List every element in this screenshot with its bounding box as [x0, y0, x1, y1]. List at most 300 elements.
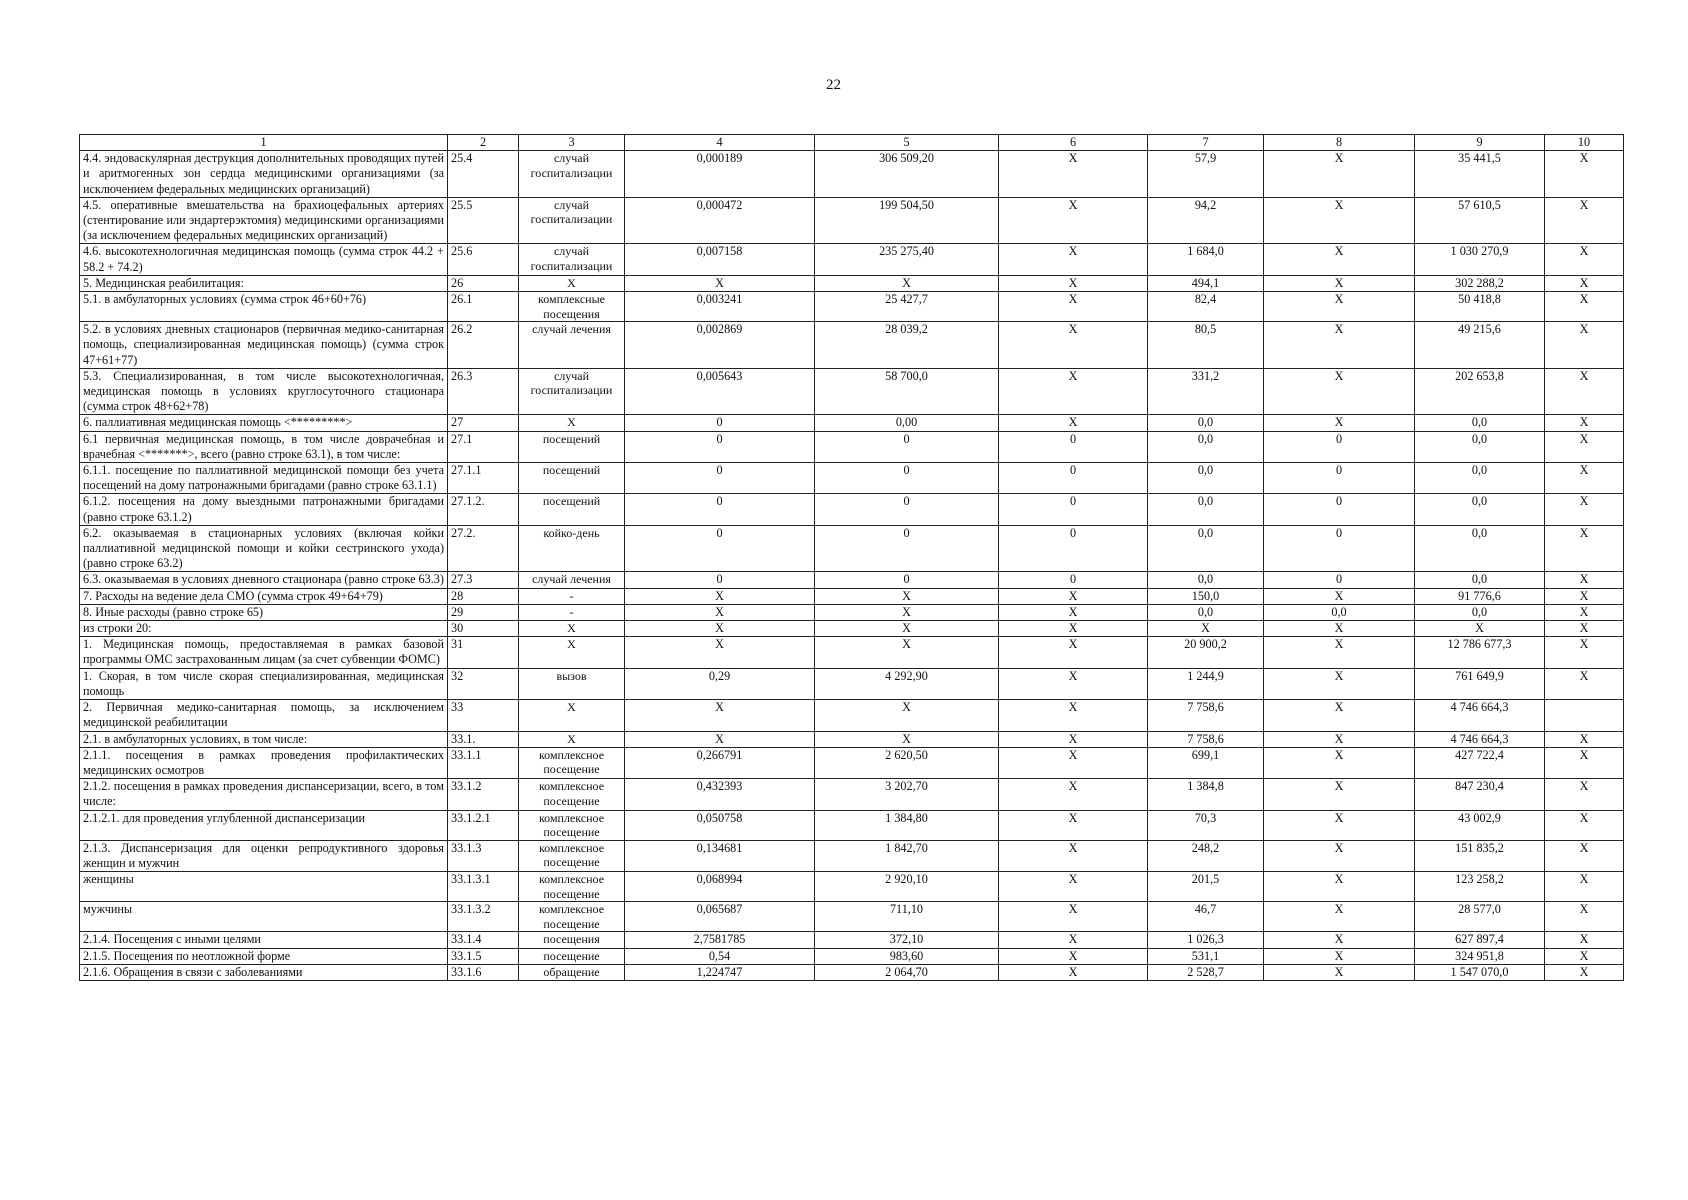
- table-cell-col-8: 0: [1264, 463, 1415, 494]
- table-cell-col-2: 33.1.1: [448, 747, 519, 778]
- table-cell-col-6: 0: [999, 572, 1148, 588]
- table-row: [80, 700, 1624, 731]
- table-cell-col-9: 4 746 664,3: [1415, 700, 1545, 731]
- table-row: [80, 197, 1624, 244]
- table-cell-col-10: X: [1545, 292, 1624, 322]
- table-cell-col-3: комплексное посещение: [519, 810, 625, 840]
- table-cell-col-5: 372,10: [815, 932, 999, 948]
- table-cell-col-4: 1,224747: [625, 964, 815, 980]
- table-cell-col-5: 3 202,70: [815, 779, 999, 810]
- table-cell-col-1: 7. Расходы на ведение дела СМО (сумма строк 49+64+79): [80, 588, 448, 604]
- table-cell-col-3: посещений: [519, 431, 625, 462]
- table-cell-col-4: 0: [625, 494, 815, 525]
- table-cell-col-3: комплексное посещение: [519, 840, 625, 871]
- table-cell-col-5: X: [815, 700, 999, 731]
- table-cell-col-6: X: [999, 244, 1148, 275]
- table-cell-col-10: [1545, 700, 1624, 731]
- table-cell-col-8: X: [1264, 244, 1415, 275]
- table-cell-col-2: 26.3: [448, 368, 519, 415]
- table-cell-col-6: X: [999, 621, 1148, 637]
- table-cell-col-9: 324 951,8: [1415, 948, 1545, 964]
- table-cell-col-2: 33.1.6: [448, 964, 519, 980]
- table-cell-col-1: 6.2. оказываемая в стационарных условиях (включая койки паллиативной медицинской помощи и койки сестринского ухода) (равно строке 63.2): [80, 525, 448, 572]
- table-cell-col-5: 0,00: [815, 415, 999, 431]
- table-cell-col-5: 25 427,7: [815, 292, 999, 322]
- table-row: [80, 840, 1624, 871]
- table-cell-col-3: обращение: [519, 964, 625, 980]
- table-cell-col-3: X: [519, 731, 625, 747]
- table-cell-col-9: 0,0: [1415, 463, 1545, 494]
- table-cell-col-5: X: [815, 731, 999, 747]
- table-cell-col-8: 0: [1264, 525, 1415, 572]
- table-cell-col-9: 847 230,4: [1415, 779, 1545, 810]
- table-cell-col-3: комплексное посещение: [519, 779, 625, 810]
- table-cell-col-5: 0: [815, 494, 999, 525]
- table-cell-col-7: 0,0: [1148, 415, 1264, 431]
- table-cell-col-9: 0,0: [1415, 525, 1545, 572]
- table-cell-col-5: 711,10: [815, 902, 999, 932]
- table-cell-col-1: 2.1.2.1. для проведения углубленной диспансеризации: [80, 810, 448, 840]
- table-cell-col-2: 33.1.3.1: [448, 872, 519, 902]
- table-cell-col-5: 2 920,10: [815, 872, 999, 902]
- table-cell-col-6: X: [999, 810, 1148, 840]
- table-cell-col-3: X: [519, 415, 625, 431]
- table-cell-col-1: 2.1.4. Посещения с иными целями: [80, 932, 448, 948]
- table-cell-col-4: X: [625, 275, 815, 291]
- table-cell-col-3: посещений: [519, 494, 625, 525]
- table-row: [80, 810, 1624, 840]
- table-cell-col-4: 0,54: [625, 948, 815, 964]
- table-cell-col-2: 27: [448, 415, 519, 431]
- data-table: [79, 134, 1624, 981]
- table-row: [80, 779, 1624, 810]
- table-cell-col-6: X: [999, 932, 1148, 948]
- table-cell-col-4: 0,068994: [625, 872, 815, 902]
- table-cell-col-1: 5.2. в условиях дневных стационаров (первичная медико-санитарная помощь, специализированная медицинская помощь) (сумма строк 47+61+77): [80, 322, 448, 369]
- table-cell-col-9: 302 288,2: [1415, 275, 1545, 291]
- table-cell-col-9: 761 649,9: [1415, 668, 1545, 699]
- table-cell-col-2: 26.1: [448, 292, 519, 322]
- table-cell-col-8: X: [1264, 948, 1415, 964]
- table-cell-col-8: X: [1264, 322, 1415, 369]
- table-cell-col-4: X: [625, 700, 815, 731]
- table-cell-col-4: 0,134681: [625, 840, 815, 871]
- table-cell-col-4: 0,065687: [625, 902, 815, 932]
- table-cell-col-7: 331,2: [1148, 368, 1264, 415]
- table-cell-col-2: 33.1.3.2: [448, 902, 519, 932]
- table-cell-col-10: X: [1545, 415, 1624, 431]
- table-cell-col-1: 6.3. оказываемая в условиях дневного стационара (равно строке 63.3): [80, 572, 448, 588]
- table-cell-col-2: 28: [448, 588, 519, 604]
- table-cell-col-10: X: [1545, 431, 1624, 462]
- column-header-6: 6: [999, 135, 1148, 151]
- table-cell-col-2: 27.2.: [448, 525, 519, 572]
- table-cell-col-2: 27.1.2.: [448, 494, 519, 525]
- column-header-2: 2: [448, 135, 519, 151]
- table-cell-col-7: 494,1: [1148, 275, 1264, 291]
- table-cell-col-10: X: [1545, 604, 1624, 620]
- table-cell-col-9: 1 547 070,0: [1415, 964, 1545, 980]
- table-cell-col-4: 0,29: [625, 668, 815, 699]
- table-row: [80, 621, 1624, 637]
- table-cell-col-7: 0,0: [1148, 431, 1264, 462]
- table-cell-col-1: 5.1. в амбулаторных условиях (сумма строк 46+60+76): [80, 292, 448, 322]
- table-cell-col-2: 26.2: [448, 322, 519, 369]
- table-cell-col-7: 7 758,6: [1148, 700, 1264, 731]
- table-cell-col-6: X: [999, 588, 1148, 604]
- table-cell-col-2: 31: [448, 637, 519, 668]
- table-cell-col-4: 0: [625, 431, 815, 462]
- table-cell-col-7: 46,7: [1148, 902, 1264, 932]
- table-cell-col-8: X: [1264, 932, 1415, 948]
- table-cell-col-2: 25.5: [448, 197, 519, 244]
- table-row: [80, 747, 1624, 778]
- table-cell-col-1: 2.1. в амбулаторных условиях, в том числе:: [80, 731, 448, 747]
- table-cell-col-5: 28 039,2: [815, 322, 999, 369]
- table-cell-col-6: X: [999, 368, 1148, 415]
- table-cell-col-8: X: [1264, 415, 1415, 431]
- table-cell-col-2: 25.4: [448, 151, 519, 198]
- table-cell-col-5: 0: [815, 572, 999, 588]
- table-cell-col-4: 0,432393: [625, 779, 815, 810]
- table-cell-col-7: 1 384,8: [1148, 779, 1264, 810]
- table-cell-col-8: X: [1264, 151, 1415, 198]
- table-cell-col-7: 7 758,6: [1148, 731, 1264, 747]
- table-cell-col-7: 248,2: [1148, 840, 1264, 871]
- column-header-10: 10: [1545, 135, 1624, 151]
- table-cell-col-9: 0,0: [1415, 431, 1545, 462]
- table-cell-col-2: 33.1.2.1: [448, 810, 519, 840]
- table-cell-col-6: X: [999, 275, 1148, 291]
- table-cell-col-7: 0,0: [1148, 525, 1264, 572]
- table-cell-col-7: 80,5: [1148, 322, 1264, 369]
- table-cell-col-8: X: [1264, 779, 1415, 810]
- table-cell-col-10: X: [1545, 151, 1624, 198]
- table-cell-col-5: 2 620,50: [815, 747, 999, 778]
- table-cell-col-3: -: [519, 588, 625, 604]
- table-cell-col-9: 0,0: [1415, 604, 1545, 620]
- table-cell-col-6: X: [999, 779, 1148, 810]
- table-cell-col-4: 0: [625, 463, 815, 494]
- table-cell-col-1: 4.6. высокотехнологичная медицинская помощь (сумма строк 44.2 + 58.2 + 74.2): [80, 244, 448, 275]
- table-cell-col-1: из строки 20:: [80, 621, 448, 637]
- table-cell-col-8: X: [1264, 275, 1415, 291]
- table-cell-col-6: X: [999, 948, 1148, 964]
- table-cell-col-4: X: [625, 604, 815, 620]
- table-row: [80, 604, 1624, 620]
- table-cell-col-4: X: [625, 637, 815, 668]
- table-cell-col-8: 0: [1264, 431, 1415, 462]
- table-row: [80, 244, 1624, 275]
- table-cell-col-3: случай лечения: [519, 322, 625, 369]
- table-cell-col-9: 0,0: [1415, 494, 1545, 525]
- table-cell-col-8: 0: [1264, 572, 1415, 588]
- table-cell-col-5: 1 842,70: [815, 840, 999, 871]
- header-row: [80, 135, 1624, 151]
- table-cell-col-2: 25.6: [448, 244, 519, 275]
- table-cell-col-7: 150,0: [1148, 588, 1264, 604]
- table-cell-col-8: X: [1264, 731, 1415, 747]
- table-cell-col-7: 531,1: [1148, 948, 1264, 964]
- table-cell-col-1: 2.1.6. Обращения в связи с заболеваниями: [80, 964, 448, 980]
- table-cell-col-7: 20 900,2: [1148, 637, 1264, 668]
- table-cell-col-9: 12 786 677,3: [1415, 637, 1545, 668]
- table-cell-col-2: 29: [448, 604, 519, 620]
- table-cell-col-5: 235 275,40: [815, 244, 999, 275]
- table-cell-col-2: 33.1.: [448, 731, 519, 747]
- table-cell-col-8: X: [1264, 810, 1415, 840]
- table-cell-col-5: 2 064,70: [815, 964, 999, 980]
- table-body: [80, 151, 1624, 981]
- table-cell-col-4: 0,000472: [625, 197, 815, 244]
- table-cell-col-7: 94,2: [1148, 197, 1264, 244]
- table-cell-col-10: X: [1545, 494, 1624, 525]
- table-cell-col-1: 1. Скорая, в том числе скорая специализированная, медицинская помощь: [80, 668, 448, 699]
- table-cell-col-10: X: [1545, 197, 1624, 244]
- table-row: [80, 637, 1624, 668]
- table-cell-col-9: 0,0: [1415, 572, 1545, 588]
- table-row: [80, 494, 1624, 525]
- table-cell-col-1: 2.1.2. посещения в рамках проведения диспансеризации, всего, в том числе:: [80, 779, 448, 810]
- table-cell-col-7: 70,3: [1148, 810, 1264, 840]
- table-row: [80, 668, 1624, 699]
- table-cell-col-6: X: [999, 151, 1148, 198]
- table-cell-col-8: 0: [1264, 494, 1415, 525]
- table-cell-col-9: 0,0: [1415, 415, 1545, 431]
- table-cell-col-5: 0: [815, 463, 999, 494]
- table-cell-col-9: 1 030 270,9: [1415, 244, 1545, 275]
- table-cell-col-10: X: [1545, 840, 1624, 871]
- table-cell-col-8: X: [1264, 637, 1415, 668]
- table-cell-col-7: 1 244,9: [1148, 668, 1264, 699]
- table-cell-col-5: X: [815, 604, 999, 620]
- table-cell-col-5: X: [815, 588, 999, 604]
- table-cell-col-8: X: [1264, 292, 1415, 322]
- table-cell-col-3: X: [519, 637, 625, 668]
- table-cell-col-10: X: [1545, 747, 1624, 778]
- table-cell-col-8: 0,0: [1264, 604, 1415, 620]
- table-cell-col-3: случай лечения: [519, 572, 625, 588]
- table-cell-col-1: 8. Иные расходы (равно строке 65): [80, 604, 448, 620]
- table-cell-col-2: 33.1.5: [448, 948, 519, 964]
- table-cell-col-8: X: [1264, 368, 1415, 415]
- table-cell-col-6: 0: [999, 431, 1148, 462]
- table-cell-col-3: случай госпитализации: [519, 197, 625, 244]
- table-cell-col-10: X: [1545, 572, 1624, 588]
- table-cell-col-9: 35 441,5: [1415, 151, 1545, 198]
- table-cell-col-2: 32: [448, 668, 519, 699]
- table-cell-col-8: X: [1264, 964, 1415, 980]
- table-cell-col-10: X: [1545, 932, 1624, 948]
- table-cell-col-9: 49 215,6: [1415, 322, 1545, 369]
- table-cell-col-9: 91 776,6: [1415, 588, 1545, 604]
- table-cell-col-2: 30: [448, 621, 519, 637]
- table-cell-col-2: 27.1.1: [448, 463, 519, 494]
- table-row: [80, 948, 1624, 964]
- table-cell-col-10: X: [1545, 948, 1624, 964]
- table-cell-col-4: 0,007158: [625, 244, 815, 275]
- table-cell-col-3: случай госпитализации: [519, 151, 625, 198]
- table-cell-col-7: 1 684,0: [1148, 244, 1264, 275]
- table-cell-col-1: 6.1 первичная медицинская помощь, в том числе доврачебная и врачебная <*******>, всего (равно строке 63.1), в том числе:: [80, 431, 448, 462]
- table-cell-col-10: X: [1545, 244, 1624, 275]
- table-row: [80, 463, 1624, 494]
- table-cell-col-10: X: [1545, 525, 1624, 572]
- table-cell-col-6: X: [999, 747, 1148, 778]
- table-cell-col-9: 427 722,4: [1415, 747, 1545, 778]
- table-cell-col-8: X: [1264, 872, 1415, 902]
- table-cell-col-3: койко-день: [519, 525, 625, 572]
- table-cell-col-2: 33.1.4: [448, 932, 519, 948]
- table-cell-col-5: X: [815, 637, 999, 668]
- table-cell-col-3: комплексное посещение: [519, 747, 625, 778]
- table-cell-col-3: комплексное посещение: [519, 902, 625, 932]
- column-header-5: 5: [815, 135, 999, 151]
- table-cell-col-9: 43 002,9: [1415, 810, 1545, 840]
- table-cell-col-10: X: [1545, 779, 1624, 810]
- table-cell-col-4: X: [625, 621, 815, 637]
- table-cell-col-8: X: [1264, 621, 1415, 637]
- table-row: [80, 368, 1624, 415]
- column-header-9: 9: [1415, 135, 1545, 151]
- table-cell-col-7: 699,1: [1148, 747, 1264, 778]
- table-cell-col-5: 4 292,90: [815, 668, 999, 699]
- table-row: [80, 731, 1624, 747]
- table-row: [80, 572, 1624, 588]
- table-cell-col-10: X: [1545, 637, 1624, 668]
- table-cell-col-10: X: [1545, 275, 1624, 291]
- table-cell-col-7: 57,9: [1148, 151, 1264, 198]
- table-cell-col-1: 4.4. эндоваскулярная деструкция дополнительных проводящих путей и аритмогенных зон сердца медицинскими организациями (за исключением федеральных медицинских организаций): [80, 151, 448, 198]
- table-cell-col-9: 627 897,4: [1415, 932, 1545, 948]
- table-cell-col-1: 6.1.1. посещение по паллиативной медицинской помощи без учета посещений на дому патронажными бригадами (равно строке 63.1.1): [80, 463, 448, 494]
- table-cell-col-5: 0: [815, 525, 999, 572]
- table-row: [80, 964, 1624, 980]
- table-cell-col-9: 123 258,2: [1415, 872, 1545, 902]
- table-row: [80, 932, 1624, 948]
- table-cell-col-10: X: [1545, 872, 1624, 902]
- table-cell-col-1: 1. Медицинская помощь, предоставляемая в рамках базовой программы ОМС застрахованным лицам (за счет субвенции ФОМС): [80, 637, 448, 668]
- table-cell-col-8: X: [1264, 840, 1415, 871]
- table-cell-col-7: 82,4: [1148, 292, 1264, 322]
- table-row: [80, 431, 1624, 462]
- table-cell-col-4: 2,7581785: [625, 932, 815, 948]
- table-cell-col-5: 0: [815, 431, 999, 462]
- table-row: [80, 292, 1624, 322]
- table-cell-col-5: 306 509,20: [815, 151, 999, 198]
- table-cell-col-6: X: [999, 415, 1148, 431]
- table-cell-col-10: X: [1545, 621, 1624, 637]
- table-cell-col-9: 4 746 664,3: [1415, 731, 1545, 747]
- table-cell-col-8: X: [1264, 747, 1415, 778]
- table-cell-col-4: 0,000189: [625, 151, 815, 198]
- table-cell-col-6: X: [999, 700, 1148, 731]
- table-cell-col-9: 28 577,0: [1415, 902, 1545, 932]
- table-cell-col-1: женщины: [80, 872, 448, 902]
- table-row: [80, 322, 1624, 369]
- table-cell-col-7: 2 528,7: [1148, 964, 1264, 980]
- table-cell-col-10: X: [1545, 668, 1624, 699]
- table-cell-col-10: X: [1545, 964, 1624, 980]
- table-cell-col-10: X: [1545, 810, 1624, 840]
- table-cell-col-4: 0,002869: [625, 322, 815, 369]
- table-cell-col-5: 58 700,0: [815, 368, 999, 415]
- table-cell-col-5: 199 504,50: [815, 197, 999, 244]
- table-cell-col-1: 6. паллиативная медицинская помощь <*********>: [80, 415, 448, 431]
- table-cell-col-3: вызов: [519, 668, 625, 699]
- table-cell-col-1: 2. Первичная медико-санитарная помощь, за исключением медицинской реабилитации: [80, 700, 448, 731]
- table-cell-col-3: посещений: [519, 463, 625, 494]
- table-row: [80, 275, 1624, 291]
- table-cell-col-6: X: [999, 637, 1148, 668]
- table-cell-col-2: 27.1: [448, 431, 519, 462]
- table-row: [80, 525, 1624, 572]
- table-row: [80, 151, 1624, 198]
- table-cell-col-7: 0,0: [1148, 463, 1264, 494]
- table-cell-col-4: 0: [625, 572, 815, 588]
- table-cell-col-9: 57 610,5: [1415, 197, 1545, 244]
- table-cell-col-3: X: [519, 275, 625, 291]
- table-cell-col-9: X: [1415, 621, 1545, 637]
- table-cell-col-10: X: [1545, 902, 1624, 932]
- table-cell-col-5: 983,60: [815, 948, 999, 964]
- table-cell-col-3: случай госпитализации: [519, 368, 625, 415]
- table-cell-col-3: случай госпитализации: [519, 244, 625, 275]
- table-cell-col-2: 33: [448, 700, 519, 731]
- table-cell-col-7: X: [1148, 621, 1264, 637]
- table-cell-col-6: X: [999, 964, 1148, 980]
- table-cell-col-4: 0: [625, 525, 815, 572]
- table-cell-col-2: 33.1.2: [448, 779, 519, 810]
- table-cell-col-1: 4.5. оперативные вмешательства на брахиоцефальных артериях (стентирование или эндартерэктомия) медицинскими организациями (за исключением федеральных медицинских организаций): [80, 197, 448, 244]
- table-cell-col-5: X: [815, 275, 999, 291]
- table-cell-col-1: 2.1.3. Диспансеризация для оценки репродуктивного здоровья женщин и мужчин: [80, 840, 448, 871]
- table-row: [80, 872, 1624, 902]
- table-cell-col-10: X: [1545, 588, 1624, 604]
- table-cell-col-2: 27.3: [448, 572, 519, 588]
- table-cell-col-6: X: [999, 668, 1148, 699]
- table-cell-col-7: 0,0: [1148, 604, 1264, 620]
- table-row: [80, 588, 1624, 604]
- column-header-3: 3: [519, 135, 625, 151]
- column-header-4: 4: [625, 135, 815, 151]
- table-cell-col-7: 0,0: [1148, 494, 1264, 525]
- table-cell-col-5: X: [815, 621, 999, 637]
- table-cell-col-9: 50 418,8: [1415, 292, 1545, 322]
- table-cell-col-10: X: [1545, 322, 1624, 369]
- table-cell-col-10: X: [1545, 731, 1624, 747]
- table-cell-col-3: посещения: [519, 932, 625, 948]
- table-cell-col-3: X: [519, 700, 625, 731]
- table-cell-col-10: X: [1545, 463, 1624, 494]
- table-cell-col-6: X: [999, 872, 1148, 902]
- table-cell-col-1: 5.3. Специализированная, в том числе высокотехнологичная, медицинская помощь в условиях круглосуточного стационара (сумма строк 48+62+78): [80, 368, 448, 415]
- table-cell-col-1: 6.1.2. посещения на дому выездными патронажными бригадами (равно строке 63.1.2): [80, 494, 448, 525]
- table-cell-col-6: 0: [999, 463, 1148, 494]
- table-cell-col-4: 0,266791: [625, 747, 815, 778]
- table-cell-col-4: X: [625, 731, 815, 747]
- table-cell-col-4: 0: [625, 415, 815, 431]
- table-cell-col-3: -: [519, 604, 625, 620]
- table-cell-col-6: X: [999, 902, 1148, 932]
- column-header-1: 1: [80, 135, 448, 151]
- table-cell-col-6: X: [999, 322, 1148, 369]
- table-cell-col-1: 2.1.1. посещения в рамках проведения профилактических медицинских осмотров: [80, 747, 448, 778]
- table-cell-col-8: X: [1264, 588, 1415, 604]
- table-cell-col-10: X: [1545, 368, 1624, 415]
- table-row: [80, 902, 1624, 932]
- table-cell-col-8: X: [1264, 197, 1415, 244]
